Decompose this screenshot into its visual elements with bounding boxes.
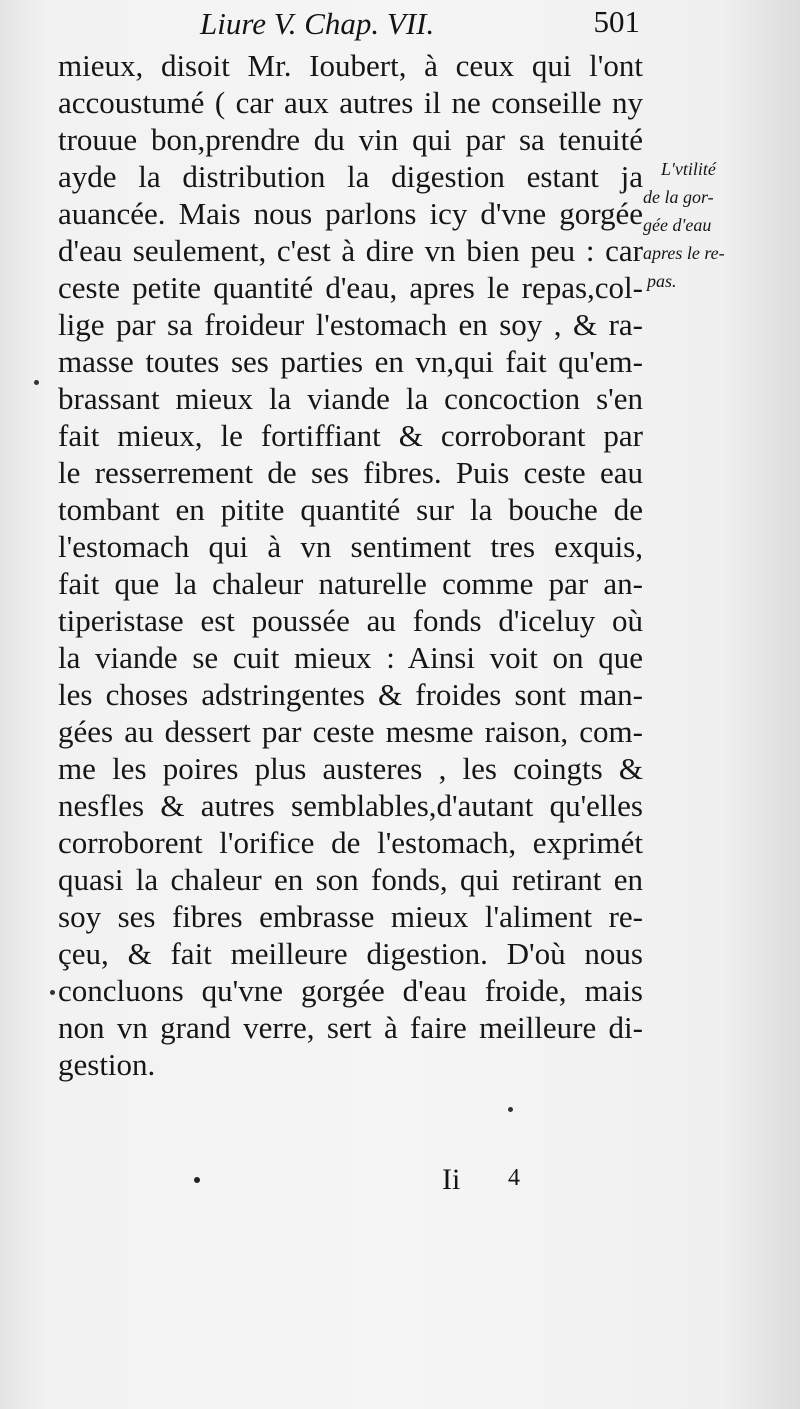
margin-note-line: de la gor- xyxy=(643,187,714,207)
margin-note-line: apres le re- xyxy=(643,243,725,263)
text-line: concluons qu'vne gorgée d'eau froide, mais xyxy=(58,973,643,1008)
page-number: 501 xyxy=(593,4,640,39)
signature-trailing-mark: 4 xyxy=(508,1165,520,1191)
margin-note-line: gée d'eau xyxy=(643,215,712,235)
text-line: auancée. Mais nous parlons icy d'vne gorgée xyxy=(58,196,643,231)
text-line: çeu, & fait meilleure digestion. D'où nous xyxy=(58,936,643,971)
text-line: l'estomach qui à vn sentiment tres exquis, xyxy=(58,529,643,564)
text-line: mieux, disoit Mr. Ioubert, à ceux qui l'ont xyxy=(58,48,643,83)
body-text xyxy=(58,47,643,1083)
ink-speck xyxy=(508,1107,513,1112)
text-line: fait mieux, le fortiffiant & corroborant par xyxy=(58,418,643,453)
running-head-title: Liure V. Chap. VII. xyxy=(200,6,435,41)
text-line: la viande se cuit mieux : Ainsi voit on que xyxy=(58,640,643,675)
margin-note-line: L'vtilité xyxy=(661,159,716,179)
text-line: ceste petite quantité d'eau, apres le repas,col- xyxy=(58,270,643,305)
text-line: lige par sa froideur l'estomach en soy , & ra- xyxy=(58,307,643,342)
text-line: nesfles & autres semblables,d'autant qu'elles xyxy=(58,788,643,823)
text-line: les choses adstringentes & froides sont man- xyxy=(58,677,643,712)
text-line: quasi la chaleur en son fonds, qui retirant en xyxy=(58,862,643,897)
text-line: non vn grand verre, sert à faire meilleure di- xyxy=(58,1010,643,1045)
text-line: gestion. xyxy=(58,1047,156,1082)
text-line: gées au dessert par ceste mesme raison, com- xyxy=(58,714,643,749)
text-line: tombant en pitite quantité sur la bouche de xyxy=(58,492,643,527)
text-line: corroborent l'orifice de l'estomach, exprimét xyxy=(58,825,643,860)
text-line: masse toutes ses parties en vn,qui fait qu'em- xyxy=(58,344,643,379)
margin-note-line: pas. xyxy=(647,271,677,291)
running-head xyxy=(200,4,640,46)
text-line: tiperistase est poussée au fonds d'iceluy où xyxy=(58,603,643,638)
margin-note xyxy=(643,155,793,295)
text-line: me les poires plus austeres , les coingts & xyxy=(58,751,643,786)
text-line: brassant mieux la viande la concoction s'en xyxy=(58,381,643,416)
text-line: trouue bon,prendre du vin qui par sa tenuité xyxy=(58,122,643,157)
signature-letters: Ii xyxy=(442,1163,461,1196)
ink-speck xyxy=(50,990,55,995)
text-line: fait que la chaleur naturelle comme par an- xyxy=(58,566,643,601)
text-line: le resserrement de ses fibres. Puis ceste eau xyxy=(58,455,643,490)
text-line: soy ses fibres embrasse mieux l'aliment re- xyxy=(58,899,643,934)
text-line: ayde la distribution la digestion estant ja xyxy=(58,159,643,194)
signature-mark xyxy=(190,1163,540,1203)
ink-speck xyxy=(34,380,39,385)
text-line: accoustumé ( car aux autres il ne conseille ny xyxy=(58,85,643,120)
ink-dot xyxy=(194,1177,200,1183)
text-line: d'eau seulement, c'est à dire vn bien peu : car xyxy=(58,233,643,268)
